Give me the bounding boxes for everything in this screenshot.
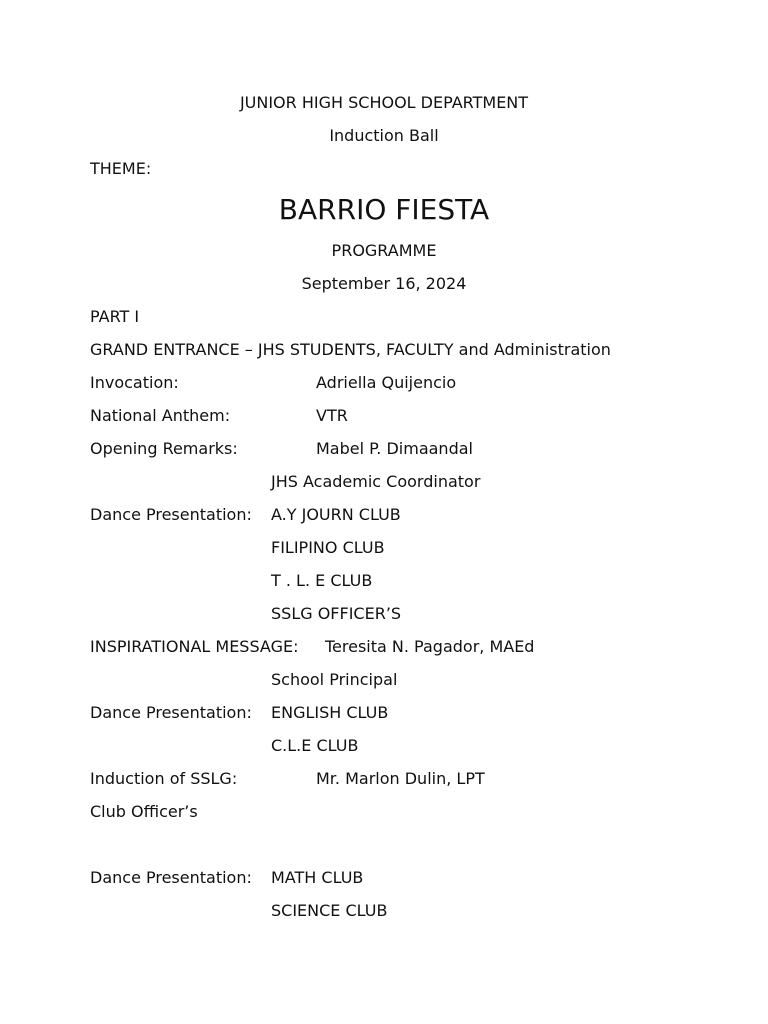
theme-title: BARRIO FIESTA xyxy=(278,193,490,226)
dance3-item: MATH CLUB xyxy=(271,868,364,887)
invocation-value: Adriella Quijencio xyxy=(316,373,457,392)
dance1-label: Dance Presentation: xyxy=(90,505,252,524)
remarks-title: JHS Academic Coordinator xyxy=(271,472,481,491)
message-title: School Principal xyxy=(271,670,398,689)
dance1-item: FILIPINO CLUB xyxy=(271,538,385,557)
part-label: PART I xyxy=(90,307,140,326)
dance2-item: ENGLISH CLUB xyxy=(271,703,389,722)
dance3-item: SCIENCE CLUB xyxy=(271,901,388,920)
event-date: September 16, 2024 xyxy=(301,274,467,293)
dance3-label: Dance Presentation: xyxy=(90,868,252,887)
programme-heading: PROGRAMME xyxy=(331,241,437,260)
induction-label-2: Club Officer’s xyxy=(90,802,198,821)
dance1-item: T . L. E CLUB xyxy=(271,571,373,590)
induction-label: Induction of SSLG: xyxy=(90,769,238,788)
induction-value: Mr. Marlon Dulin, LPT xyxy=(316,769,485,788)
department-heading: JUNIOR HIGH SCHOOL DEPARTMENT xyxy=(239,93,529,112)
remarks-label: Opening Remarks: xyxy=(90,439,238,458)
dance2-label: Dance Presentation: xyxy=(90,703,252,722)
message-value: Teresita N. Pagador, MAEd xyxy=(325,637,535,656)
dance1-item: A.Y JOURN CLUB xyxy=(271,505,401,524)
invocation-label: Invocation: xyxy=(90,373,179,392)
anthem-value: VTR xyxy=(316,406,348,425)
dance2-item: C.L.E CLUB xyxy=(271,736,359,755)
grand-entrance: GRAND ENTRANCE – JHS STUDENTS, FACULTY and Administration xyxy=(90,340,611,359)
remarks-value: Mabel P. Dimaandal xyxy=(316,439,473,458)
dance1-item: SSLG OFFICER’S xyxy=(271,604,402,623)
message-label: INSPIRATIONAL MESSAGE: xyxy=(90,637,299,656)
anthem-label: National Anthem: xyxy=(90,406,231,425)
event-name: Induction Ball xyxy=(329,126,439,145)
theme-label: THEME: xyxy=(90,159,152,178)
